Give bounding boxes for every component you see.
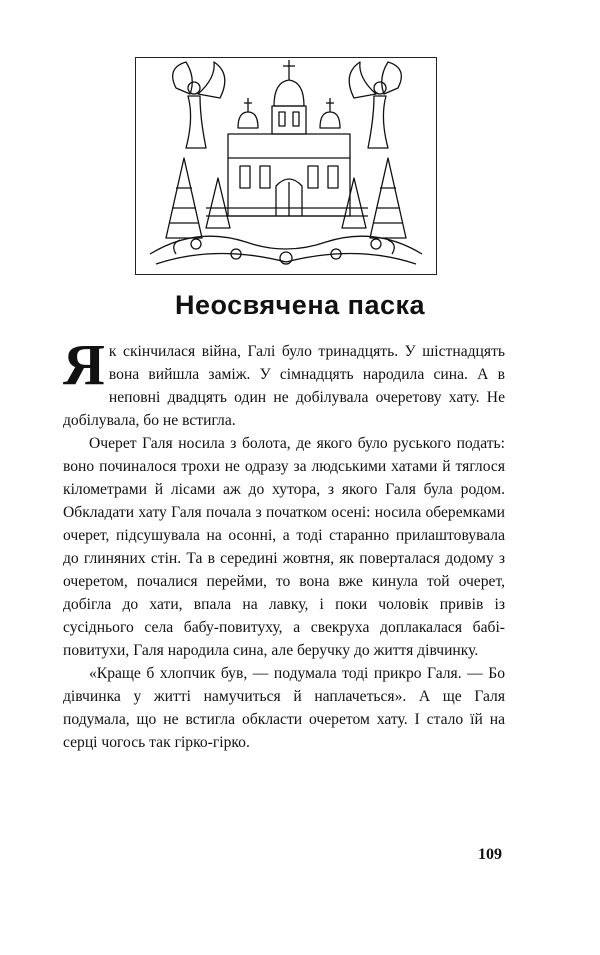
chapter-illustration [135, 57, 437, 275]
paragraph-1-text: к скінчилася війна, Галі було тринадцять. У шістнадцять вона вийшла заміж. У сімнадцять народила сина. А в неповні двадцять один не добілувала очеретову хату. Не добілувала, бо не встигла. [63, 343, 505, 429]
paragraph-2: Очерет Галя носила з болота, де якого було руського подать: воно починалося трохи не одразу за людськими хатами й тяглося кілометрами й лісами аж до хутора, з якого Галя була родом. Обкладати хату Галя почала з початком осені: носила оберемками очерет, підсушувала на осонні, а тоді старанно прилаштовувала до глиняних стін. Та в середині жовтня, як поверталася додому з очеретом, почалися перейми, то вона вже кинула той очерет, добігла до хати, впала на лавку, і поки чоловік привів із сусіднього села бабу-повитуху, а свекруха доплакалася бабі-повитухи, Галя народила сина, але беручку до життя дівчинку. [63, 435, 505, 659]
church-with-angels-icon [136, 58, 436, 274]
story-text [63, 332, 505, 754]
paragraph-3: «Краще б хлопчик був, — подумала тоді прикро Галя. — Бо дівчинка у житті намучиться й наплачеться». А ще Галя подумала, що не встигла обкласти очеретом хату. І стало їй на серці чогось так гірко-гірко. [63, 665, 505, 751]
chapter-title: Неосвячена паска [174, 290, 426, 320]
page-number: 109 [478, 846, 502, 863]
paragraph-1 [63, 332, 505, 432]
drop-cap: Я [63, 332, 105, 397]
